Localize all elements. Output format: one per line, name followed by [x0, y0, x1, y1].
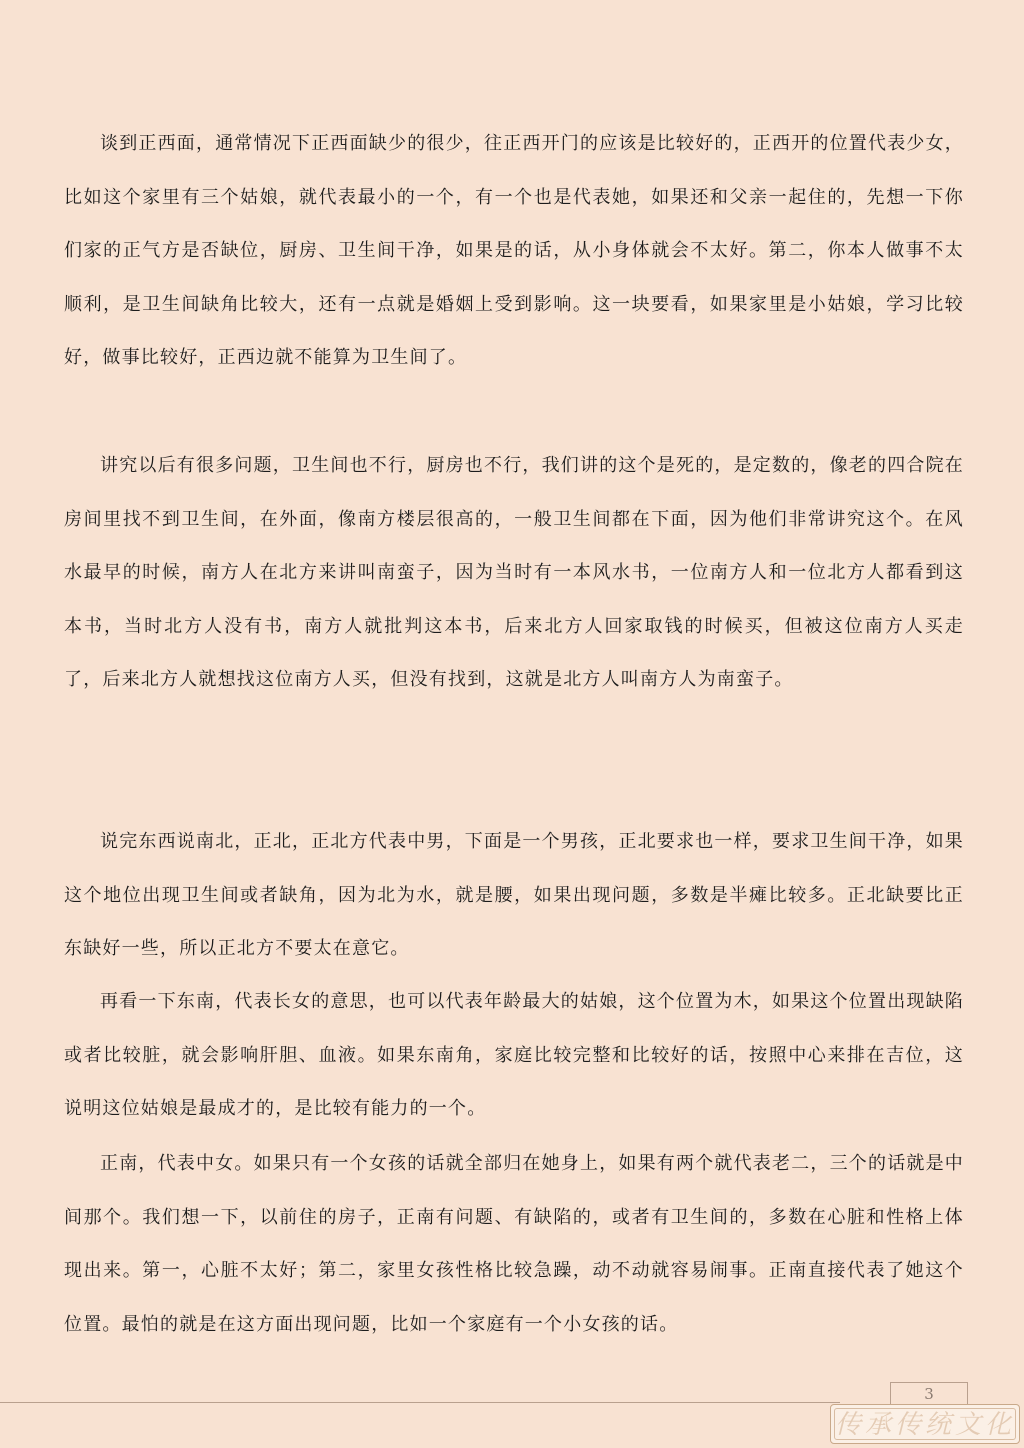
paragraph-south: 正南，代表中女。如果只有一个女孩的话就全部归在她身上，如果有两个就代表老二，三个的话就是中间那个。我们想一下，以前住的房子，正南有问题、有缺陷的，或者有卫生间的，多数在心脏和性格上体现出来。第一，心脏不太好；第二，家里女孩性格比较急躁，动不动就容易闹事。正南直接代表了她这个位置。最怕的就是在这方面出现问题，比如一个家庭有一个小女孩的话。	[64, 1153, 964, 1335]
paragraph-southeast: 再看一下东南，代表长女的意思，也可以代表年龄最大的姑娘，这个位置为木，如果这个位置出现缺陷或者比较脏，就会影响肝胆、血液。如果东南角，家庭比较完整和比较好的话，按照中心来排在吉位，这说明这位姑娘是最成才的，是比较有能力的一个。	[64, 991, 964, 1119]
paragraph-north: 说完东西说南北，正北，正北方代表中男，下面是一个男孩，正北要求也一样，要求卫生间干净，如果这个地位出现卫生间或者缺角，因为北为水，就是腰，如果出现问题，多数是半瘫比较多。正北缺要比正东缺好一些，所以正北方不要太在意它。	[64, 831, 964, 959]
watermark-text: 传承传统文化	[834, 1410, 1015, 1440]
footer-divider	[0, 1402, 840, 1403]
page-number: 3	[890, 1382, 968, 1406]
paragraph-west: 谈到正西面，通常情况下正西面缺少的很少，往正西开门的应该是比较好的，正西开的位置代表少女，比如这个家里有三个姑娘，就代表最小的一个，有一个也是代表她，如果还和父亲一起住的，先想一下你们家的正气方是否缺位，厨房、卫生间干净，如果是的话，从小身体就会不太好。第二，你本人做事不太顺利，是卫生间缺角比较大，还有一点就是婚姻上受到影响。这一块要看，如果家里是小姑娘，学习比较好，做事比较好，正西边就不能算为卫生间了。	[64, 133, 964, 368]
watermark-badge	[830, 1404, 1020, 1444]
paragraph-bathroom-history: 讲究以后有很多问题，卫生间也不行，厨房也不行，我们讲的这个是死的，是定数的，像老的四合院在房间里找不到卫生间，在外面，像南方楼层很高的，一般卫生间都在下面，因为他们非常讲究这个。在风水最早的时候，南方人在北方来讲叫南蛮子，因为当时有一本风水书，一位南方人和一位北方人都看到这本书，当时北方人没有书，南方人就批判这本书，后来北方人回家取钱的时候买，但被这位南方人买走了，后来北方人就想找这位南方人买，但没有找到，这就是北方人叫南方人为南蛮子。	[64, 455, 964, 690]
